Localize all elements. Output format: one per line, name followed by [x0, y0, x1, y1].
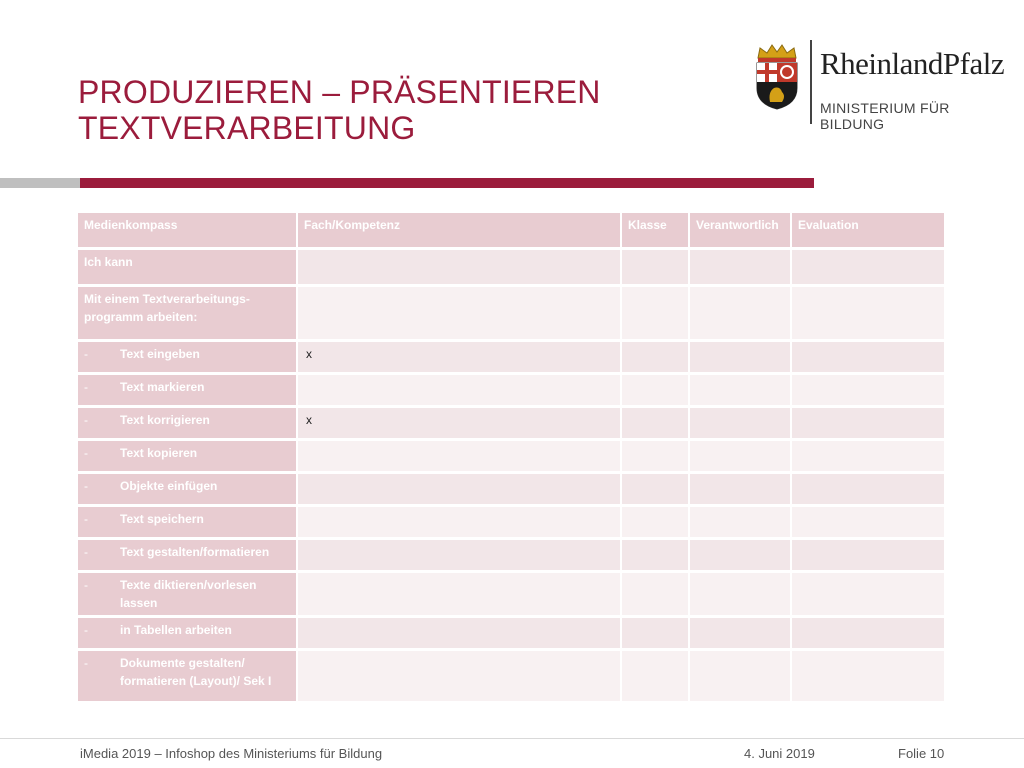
row-label: Ich kann	[78, 250, 296, 284]
slide-title-line-2: TEXTVERARBEITUNG	[78, 110, 416, 146]
row-dash: -	[84, 512, 88, 526]
table-cell	[690, 342, 790, 372]
header-evaluation: Evaluation	[792, 213, 944, 247]
table-cell	[690, 408, 790, 438]
table-cell	[298, 250, 620, 284]
table-cell	[690, 441, 790, 471]
table-cell	[792, 441, 944, 471]
x-mark	[304, 545, 306, 559]
table-row	[78, 287, 944, 339]
row-label-text: Text eingeben	[120, 347, 200, 361]
x-mark	[304, 512, 306, 526]
table-cell	[298, 342, 620, 372]
x-mark: x	[306, 413, 312, 427]
x-mark	[304, 479, 306, 493]
table-cell	[690, 651, 790, 701]
table-cell	[792, 540, 944, 570]
row-label-text: Dokumente gestalten/ formatieren (Layout)/ Sek I	[120, 656, 272, 688]
table-row	[78, 618, 944, 648]
row-label: Mit einem Textverarbeitungs-programm arbeiten:	[78, 287, 296, 339]
x-mark	[304, 380, 306, 394]
row-dash: -	[84, 656, 88, 670]
table-cell	[622, 408, 688, 438]
table-cell	[622, 441, 688, 471]
table-cell	[298, 573, 620, 615]
table-cell	[298, 474, 620, 504]
table-cell	[792, 408, 944, 438]
table-cell	[622, 618, 688, 648]
table-header-row	[78, 213, 944, 247]
table-cell	[792, 618, 944, 648]
row-label	[78, 474, 296, 504]
table-cell	[690, 287, 790, 339]
table-cell	[622, 573, 688, 615]
table-row	[78, 375, 944, 405]
table-cell	[622, 250, 688, 284]
row-label-text: Text speichern	[120, 512, 204, 526]
row-label-text: in Tabellen arbeiten	[120, 623, 232, 637]
header-medienkompass: Medienkompass	[78, 213, 296, 247]
x-mark	[304, 578, 306, 592]
table-row	[78, 651, 944, 701]
table-cell	[298, 408, 620, 438]
row-label-text: Text markieren	[120, 380, 205, 394]
header-klasse: Klasse	[622, 213, 688, 247]
table-cell	[690, 375, 790, 405]
footer-date: 4. Juni 2019	[744, 746, 815, 761]
row-label-text: Objekte einfügen	[120, 479, 218, 493]
footer-divider	[0, 738, 1024, 739]
table-cell	[622, 540, 688, 570]
row-dash: -	[84, 347, 88, 361]
row-dash: -	[84, 578, 88, 592]
x-mark	[304, 446, 306, 460]
table-cell	[690, 573, 790, 615]
table-cell	[792, 342, 944, 372]
table-cell	[792, 287, 944, 339]
row-dash: -	[84, 623, 88, 637]
table-cell	[298, 651, 620, 701]
table-cell	[298, 540, 620, 570]
header-fach-kompetenz: Fach/Kompetenz	[298, 213, 620, 247]
table-cell	[298, 507, 620, 537]
table-cell	[792, 651, 944, 701]
table-cell	[622, 342, 688, 372]
table-row	[78, 540, 944, 570]
table-cell	[792, 375, 944, 405]
table-cell	[622, 287, 688, 339]
table-cell	[622, 474, 688, 504]
rlp-crest-icon	[754, 44, 800, 110]
table-cell	[622, 375, 688, 405]
logo-brand-text: RheinlandPfalz	[820, 46, 1005, 81]
table-cell	[298, 287, 620, 339]
row-dash: -	[84, 380, 88, 394]
table-cell	[298, 441, 620, 471]
table-cell	[792, 573, 944, 615]
table-cell	[792, 474, 944, 504]
table-row	[78, 441, 944, 471]
table-cell	[298, 618, 620, 648]
row-label-text: Text gestalten/formatieren	[120, 545, 270, 559]
table-cell	[792, 250, 944, 284]
row-label	[78, 375, 296, 405]
row-label-text: Texte diktieren/vorlesen lassen	[120, 578, 257, 610]
title-rule-gray	[0, 178, 80, 188]
table-cell	[690, 618, 790, 648]
row-label	[78, 507, 296, 537]
row-dash: -	[84, 479, 88, 493]
row-label-text: Text kopieren	[120, 446, 198, 460]
row-label	[78, 540, 296, 570]
row-label	[78, 573, 296, 615]
table-row	[78, 408, 944, 438]
footer-slide-number: Folie 10	[898, 746, 945, 761]
title-rule-accent	[80, 178, 814, 188]
slide-title	[78, 74, 601, 146]
header-verantwortlich: Verantwortlich	[690, 213, 790, 247]
table-cell	[690, 250, 790, 284]
row-label	[78, 441, 296, 471]
footer-event-text: iMedia 2019 – Infoshop des Ministeriums für Bildung	[80, 746, 383, 761]
logo-ministry-text: MINISTERIUM FÜR BILDUNG	[820, 100, 950, 132]
row-dash: -	[84, 413, 88, 427]
competency-table	[76, 210, 946, 704]
logo-divider	[810, 40, 812, 124]
table-cell	[690, 507, 790, 537]
x-mark	[304, 623, 306, 637]
table-cell	[298, 375, 620, 405]
row-label-text: Text korrigieren	[120, 413, 210, 427]
table-cell	[690, 474, 790, 504]
row-label	[78, 342, 296, 372]
table-cell	[622, 651, 688, 701]
row-dash: -	[84, 545, 88, 559]
row-label	[78, 651, 296, 701]
table-cell	[690, 540, 790, 570]
x-mark	[304, 656, 306, 670]
table-row	[78, 342, 944, 372]
table-row	[78, 573, 944, 615]
slide-title-line-1: PRODUZIEREN – PRÄSENTIEREN	[78, 74, 601, 110]
table-cell	[792, 507, 944, 537]
table-row	[78, 507, 944, 537]
x-mark: x	[306, 347, 312, 361]
row-label	[78, 408, 296, 438]
table-cell	[622, 507, 688, 537]
rlp-logo	[754, 40, 1005, 132]
table-row	[78, 474, 944, 504]
row-dash: -	[84, 446, 88, 460]
table-row	[78, 250, 944, 284]
row-label	[78, 618, 296, 648]
